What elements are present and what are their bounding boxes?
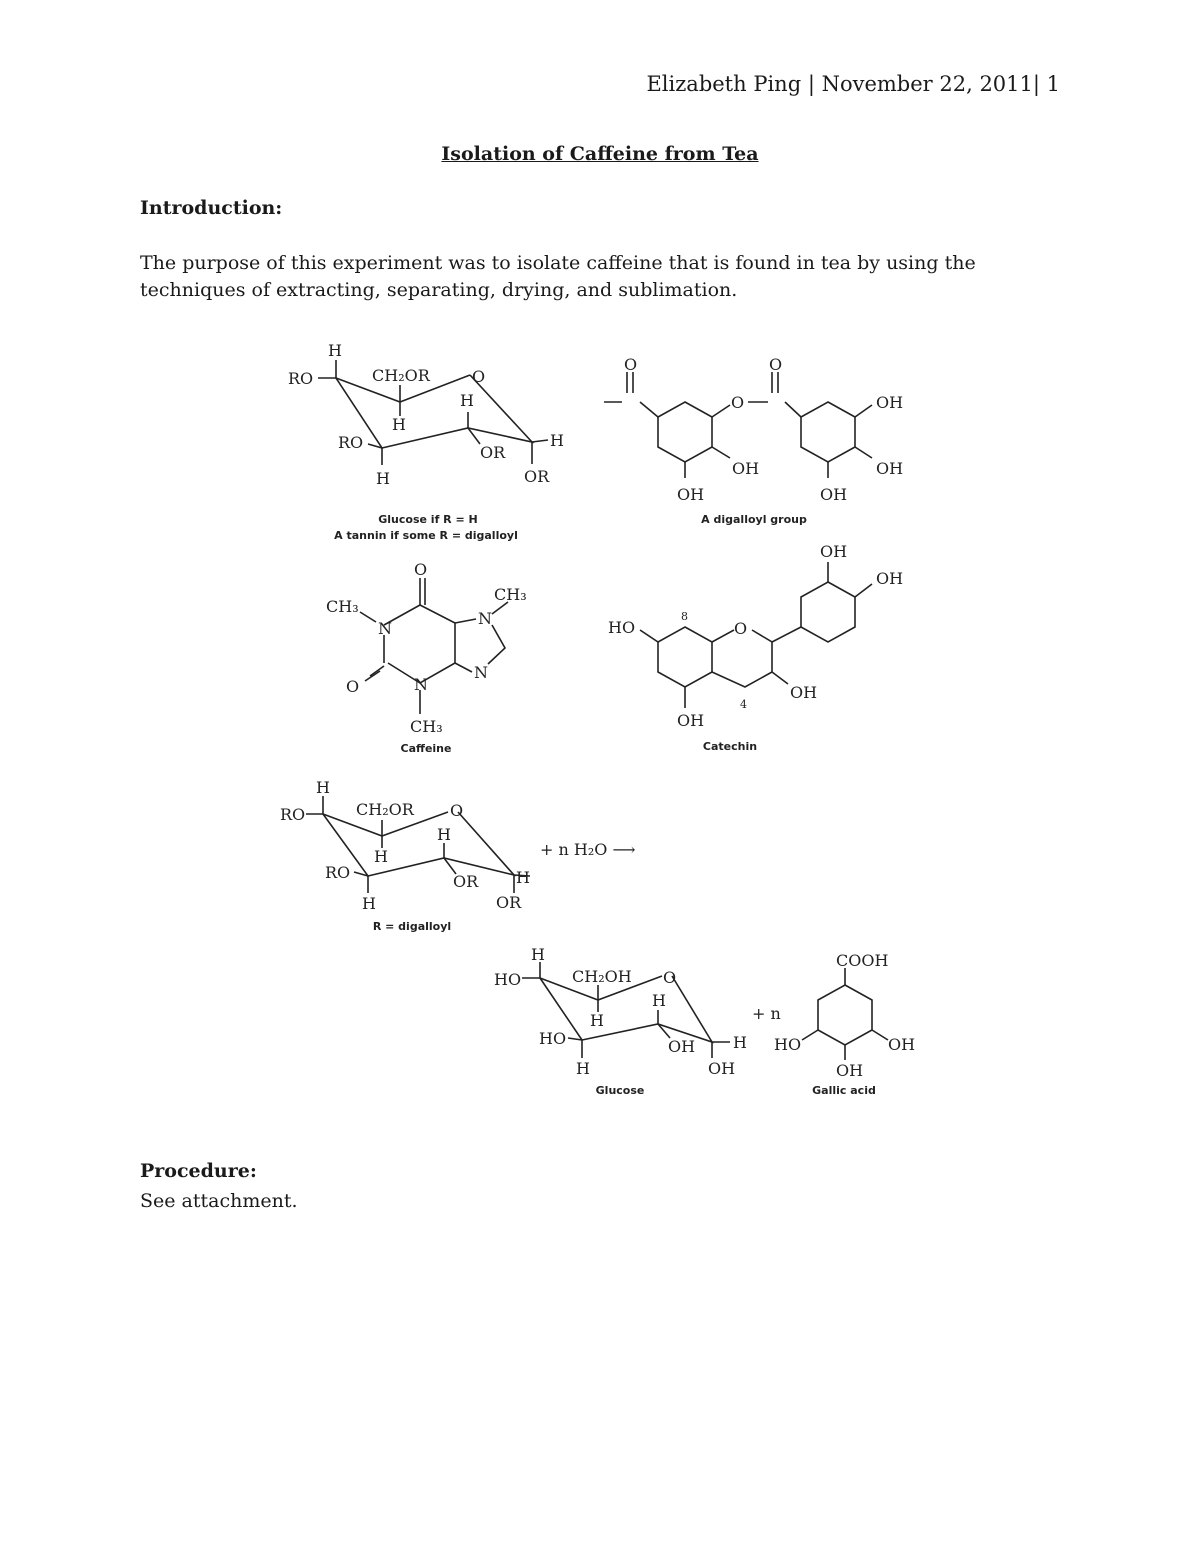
reactant-label-ro-1: RO [280,805,306,824]
caffeine-label-o-bottom: O [346,677,360,696]
tannin-label-h-5: H [376,469,390,488]
catechin-label-oh-3: OH [790,683,818,702]
caffeine-caption: Caffeine [400,742,452,755]
glucose-label-ho-1: HO [494,970,522,989]
caffeine-label-ch3-right: CH₃ [494,585,527,604]
caffeine-label-n3: N [414,675,428,694]
digalloyl-label-o-ester: O [731,393,745,412]
reactant-label-or-1: OR [453,872,479,891]
tannin-label-ring-o: O [472,367,486,386]
introduction-line-2: techniques of extracting, separating, drying, and sublimation. [140,279,738,301]
tannin-label-ch2or: CH₂OR [372,366,430,385]
catechin-caption: Catechin [702,740,758,753]
hydrolysis-reactant-structure [280,778,635,933]
running-header: Elizabeth Ping | November 22, 2011| 1 [646,72,1060,96]
catechin-label-ho: HO [608,618,636,637]
digalloyl-label-o-carbonyl-1: O [624,355,638,374]
caffeine-label-o-top: O [414,560,428,579]
catechin-structure [608,542,903,753]
glucose-label-ho-2: HO [539,1029,567,1048]
reactant-label-or-2: OR [496,893,522,912]
digalloyl-label-oh-3: OH [876,459,904,478]
digalloyl-structure [604,355,903,526]
catechin-label-oh-right: OH [876,569,904,588]
introduction-heading: Introduction: [140,197,283,219]
hydrolysis-reagent: + n H₂O ⟶ [540,840,636,859]
glucose-plus-n: + n [752,1004,781,1023]
digalloyl-label-oh-2: OH [732,459,760,478]
reactant-label-ch2or: CH₂OR [356,800,414,819]
tannin-label-h-2: H [392,415,406,434]
glucose-label-ring-o: O [663,968,677,987]
reactant-label-ro-2: RO [325,863,351,882]
glucose-label-h-5: H [576,1059,590,1078]
caffeine-label-n7: N [478,609,492,628]
reactant-label-h-top: H [316,778,330,797]
procedure-text: See attachment. [140,1190,298,1212]
gallic-acid-structure [774,951,915,1097]
digalloyl-label-oh-1: OH [876,393,904,412]
digalloyl-label-oh-5: OH [820,485,848,504]
glucose-label-h-2: H [590,1011,604,1030]
catechin-label-position-8: 8 [681,610,688,623]
glucose-label-oh-1: OH [668,1037,696,1056]
reactant-label-h-2: H [374,847,388,866]
tannin-label-h-3: H [460,391,474,410]
procedure-heading: Procedure: [140,1160,257,1182]
glucose-label-ch2oh: CH₂OH [572,967,632,986]
gallic-label-oh-bottom: OH [836,1061,864,1080]
gallic-label-cooh: COOH [836,951,889,970]
reactant-label-h-4: H [516,868,530,887]
caffeine-label-ch3-bottom: CH₃ [410,717,443,736]
glucose-label-oh-2: OH [708,1059,736,1078]
tannin-label-h-top: H [328,341,342,360]
gallic-label-oh-right: OH [888,1035,916,1054]
catechin-label-ring-o: O [734,619,748,638]
tannin-structure [288,341,564,542]
caffeine-structure [326,560,527,755]
tannin-caption-1: Glucose if R = H [378,513,478,526]
gallic-label-ho: HO [774,1035,802,1054]
tannin-label-ro-1: RO [288,369,314,388]
catechin-label-oh-top: OH [820,542,848,561]
tannin-caption-2: A tannin if some R = digalloyl [334,529,518,542]
tannin-label-or-1: OR [480,443,506,462]
digalloyl-label-oh-4: OH [677,485,705,504]
glucose-product-structure [494,945,781,1097]
reactant-caption: R = digalloyl [372,920,452,933]
glucose-label-h-3: H [652,991,666,1010]
glucose-label-h-4: H [733,1033,747,1052]
reactant-label-h-5: H [362,894,376,913]
caffeine-label-ch3-left: CH₃ [326,597,359,616]
tannin-label-h-4: H [550,431,564,450]
glucose-label-h-top: H [531,945,545,964]
document-title: Isolation of Caffeine from Tea [441,143,759,165]
introduction-line-1: The purpose of this experiment was to isolate caffeine that is found in tea by using the [140,252,976,274]
gallic-acid-caption: Gallic acid [812,1084,876,1097]
caffeine-label-n1: N [378,619,392,638]
glucose-caption: Glucose [595,1084,645,1097]
catechin-label-position-4: 4 [740,698,747,711]
digalloyl-caption: A digalloyl group [701,513,807,526]
reactant-label-h-3: H [437,825,451,844]
tannin-label-ro-2: RO [338,433,364,452]
tannin-label-or-2: OR [524,467,550,486]
caffeine-label-n9: N [474,663,488,682]
catechin-label-oh-5: OH [677,711,705,730]
digalloyl-label-o-carbonyl-2: O [769,355,783,374]
reactant-label-ring-o: O [450,801,464,820]
